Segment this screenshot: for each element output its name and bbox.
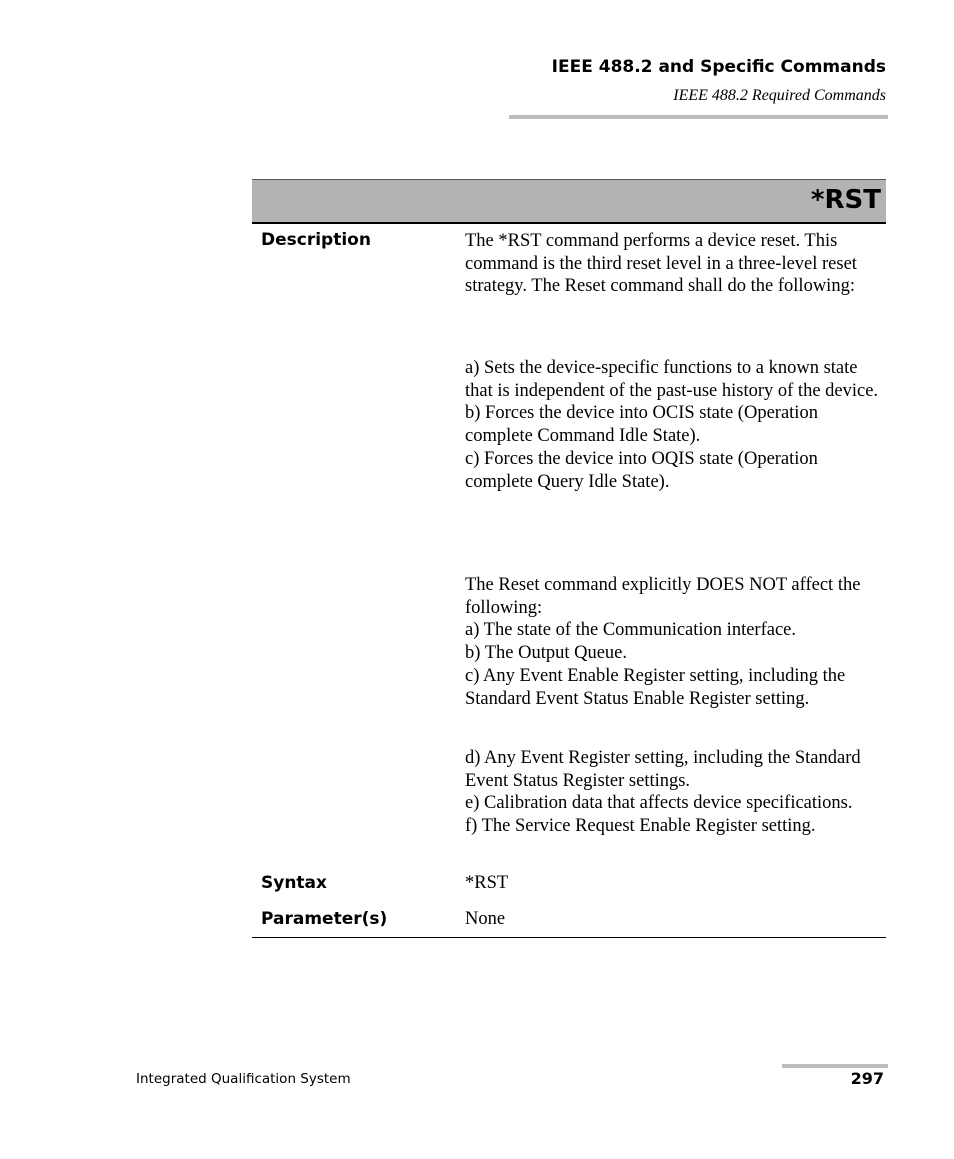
section-title: IEEE 488.2 Required Commands	[673, 87, 886, 104]
description-line: The *RST command performs a device reset. This command is the third reset level in a three-level reset strategy. The Reset command shall do the following:	[465, 231, 857, 297]
description-line: d) Any Event Register setting, including the Standard Event Status Register settings.	[465, 748, 861, 791]
description-label: Description	[261, 230, 371, 250]
description-block-3	[465, 574, 885, 710]
description-line: c) Any Event Enable Register setting, including the Standard Event Status Enable Register setting.	[465, 665, 846, 709]
description-block-1	[465, 230, 885, 298]
table-bottom-rule	[252, 937, 886, 938]
description-line: a) Sets the device-specific functions to a known state that is independent of the past-use history of the device.	[465, 358, 879, 401]
description-line: b) Forces the device into OCIS state (Operation complete Command Idle State).	[465, 403, 818, 447]
parameters-value: None	[465, 909, 506, 929]
description-block-2	[465, 357, 885, 493]
syntax-value: *RST	[465, 873, 509, 893]
description-block-4	[465, 747, 885, 838]
page-number: 297	[850, 1069, 884, 1088]
parameters-label: Parameter(s)	[261, 909, 388, 929]
description-line: a) The state of the Communication interface.	[465, 620, 796, 641]
product-name: Integrated Qualification System	[136, 1071, 351, 1087]
chapter-title: IEEE 488.2 and Specific Commands	[551, 57, 886, 77]
syntax-label: Syntax	[261, 873, 327, 893]
description-line: f) The Service Request Enable Register setting.	[465, 816, 816, 837]
footer-divider	[782, 1064, 888, 1068]
description-line: The Reset command explicitly DOES NOT affect the following:	[465, 575, 861, 618]
header-divider	[509, 115, 888, 119]
command-heading-bar	[252, 179, 886, 224]
description-line: b) The Output Queue.	[465, 643, 628, 664]
command-name: *RST	[810, 185, 881, 215]
description-line: e) Calibration data that affects device specifications.	[465, 793, 853, 814]
description-line: c) Forces the device into OQIS state (Operation complete Query Idle State).	[465, 448, 818, 492]
